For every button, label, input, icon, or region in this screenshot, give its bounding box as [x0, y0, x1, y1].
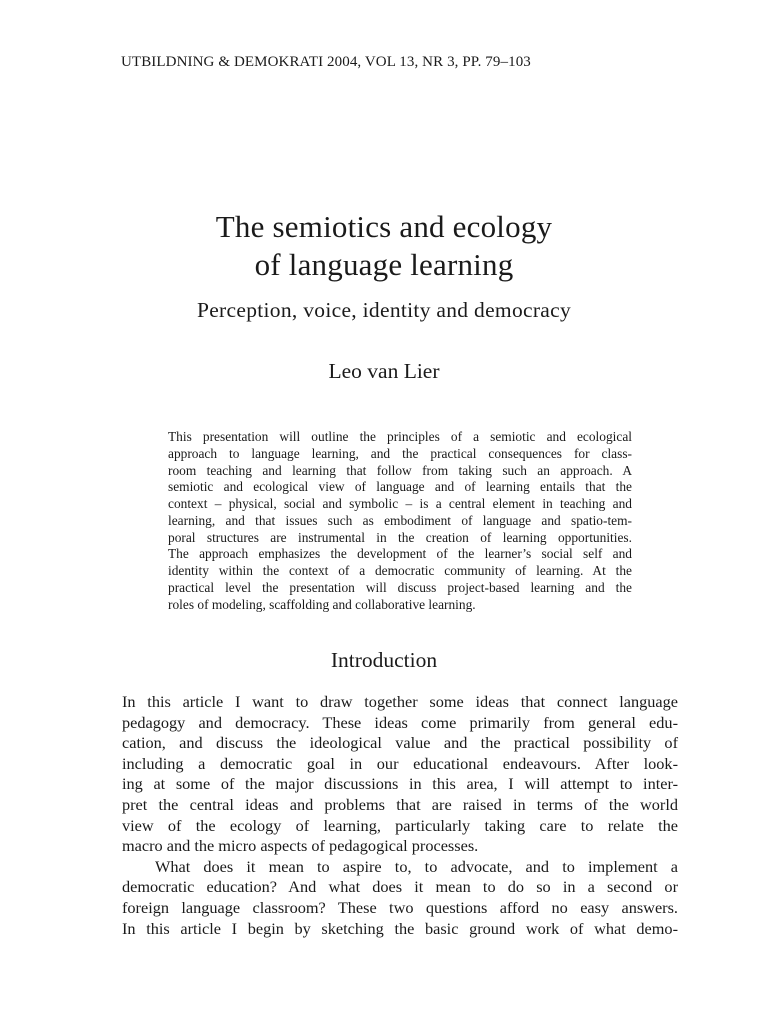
abstract-line: practical level the presentation will discuss project-based learning and the: [168, 579, 632, 595]
body-line: ing at some of the major discussions in this area, I will attempt to inter-: [122, 774, 678, 794]
article-subtitle: Perception, voice, identity and democracy: [196, 298, 572, 322]
article-title-line: The semiotics and ecology: [215, 209, 553, 244]
abstract-line: context – physical, social and symbolic – is a central element in teaching and: [168, 496, 632, 511]
body-line: What does it mean to aspire to, to advocate, and to implement a: [155, 856, 678, 876]
abstract-line: This presentation will outline the principles of a semiotic and ecological: [168, 429, 632, 444]
body-line: including a democratic goal in our educational endeavours. After look-: [122, 753, 678, 773]
abstract: [168, 429, 632, 613]
body-line: pedagogy and democracy. These ideas come primarily from general edu-: [122, 712, 678, 732]
author-name: Leo van Lier: [328, 359, 440, 383]
abstract-line: approach to language learning, and the practical consequences for class-: [168, 445, 632, 461]
section-heading-introduction: Introduction: [330, 648, 438, 672]
article-title-line: of language learning: [254, 247, 514, 282]
abstract-line: poral structures are instrumental in the creation of learning opportunities.: [168, 529, 632, 545]
body-line: view of the ecology of learning, particularly taking care to relate the: [122, 815, 678, 835]
abstract-line: The approach emphasizes the development of the learner’s social self and: [168, 546, 632, 562]
body-line: cation, and discuss the ideological value and the practical possibility of: [122, 733, 678, 753]
running-header: UTBILDNING & DEMOKRATI 2004, VOL 13, NR 3, PP. 79–103: [121, 54, 531, 70]
article-title-block: [0, 208, 768, 324]
body-line: pret the central ideas and problems that are raised in terms of the world: [122, 794, 678, 814]
body-text: [122, 692, 678, 939]
body-line: In this article I begin by sketching the basic ground work of what demo-: [122, 918, 678, 938]
abstract-line: identity within the context of a democratic community of learning. At the: [168, 563, 632, 578]
abstract-line: roles of modeling, scaffolding and collaborative learning.: [168, 596, 476, 612]
body-line: democratic education? And what does it mean to do so in a second or: [122, 877, 678, 897]
abstract-line: room teaching and learning that follow from taking such an approach. A: [168, 462, 632, 478]
abstract-line: learning, and that issues such as embodiment of language and spatio-tem-: [168, 512, 632, 528]
body-line: macro and the micro aspects of pedagogical processes.: [122, 836, 479, 856]
abstract-line: semiotic and ecological view of language and of learning entails that the: [168, 479, 632, 495]
body-line: In this article I want to draw together some ideas that connect language: [122, 692, 678, 711]
body-line: foreign language classroom? These two questions afford no easy answers.: [122, 897, 678, 917]
